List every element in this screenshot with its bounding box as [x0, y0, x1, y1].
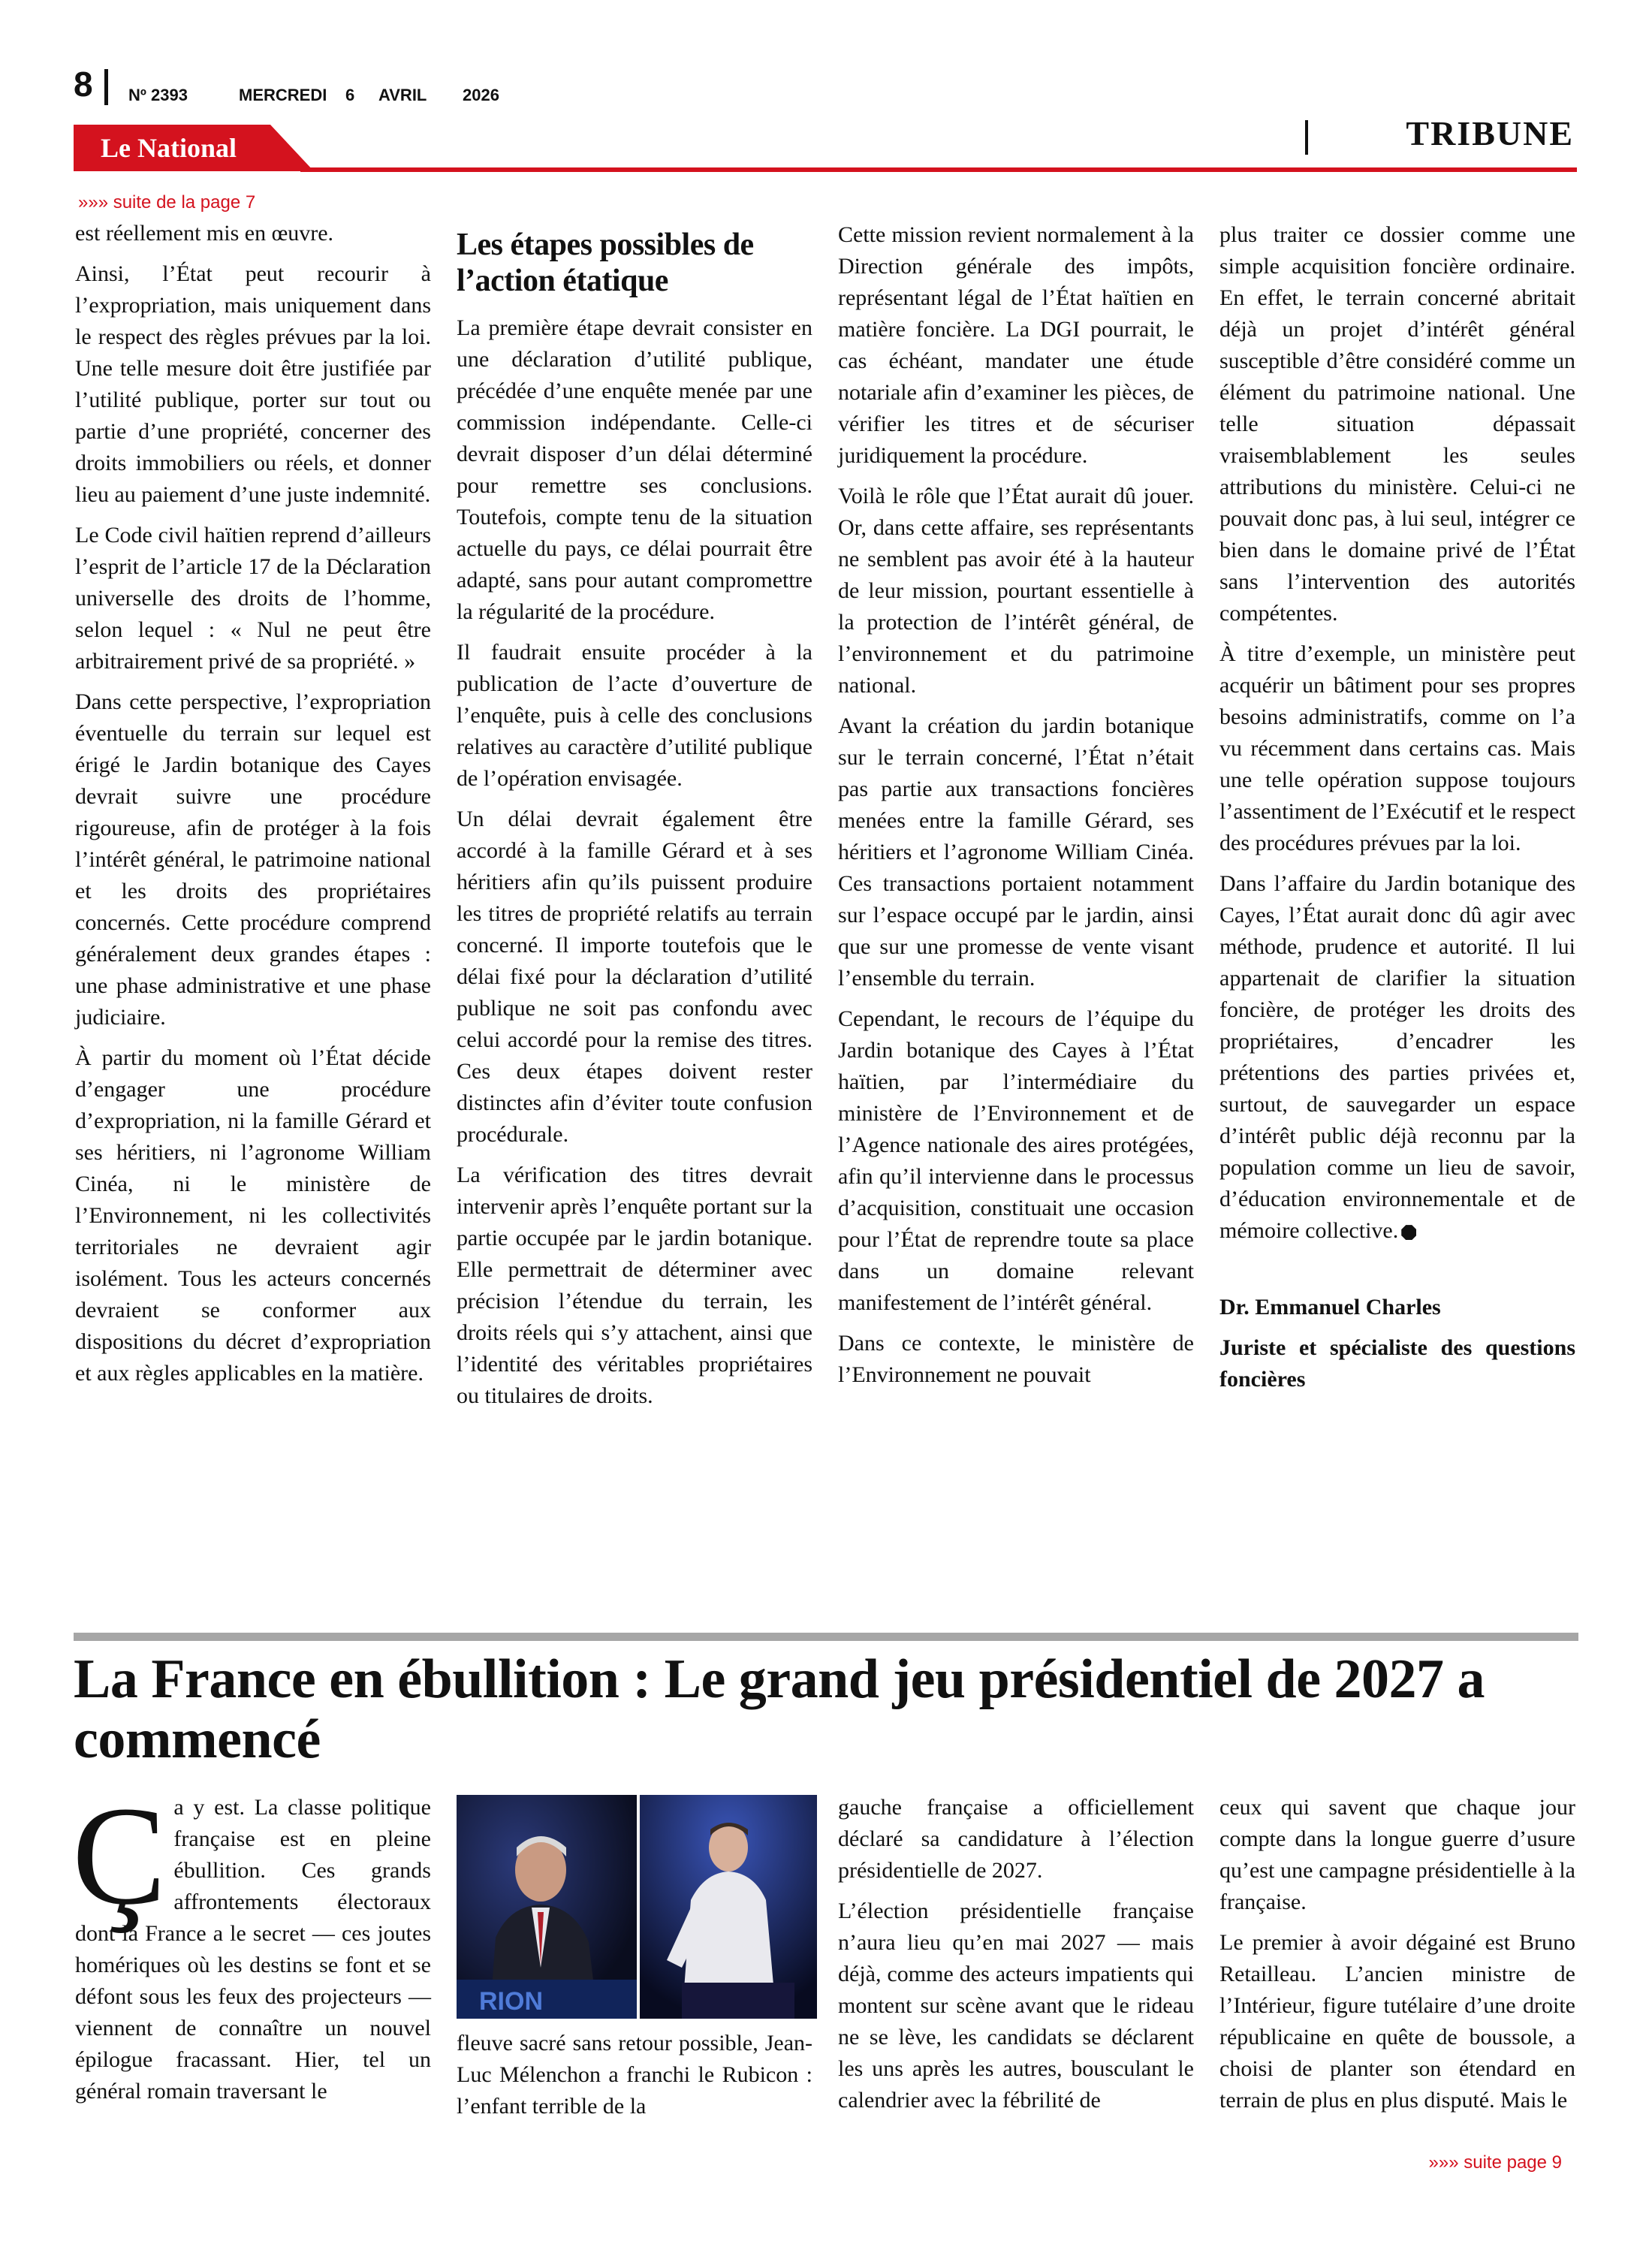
section-divider	[1305, 120, 1308, 155]
paragraph: fleuve sacré sans retour possible, Jean-Luc Mélenchon a franchi le Rubicon : l’enfant terrible de la	[457, 2031, 812, 2119]
article-separator	[74, 1633, 1578, 1641]
paragraph-text: Dans l’affaire du Jardin botanique des Cayes, l’État aurait donc dû agir avec méthode, prudence et autorité. Il lui appartenait de clarifier la situation foncière, de protéger les droits des propriétaires, d’encadrer les prétentions des parties privées et, surtout, de sauvegarder un espace d’intérêt public déjà reconnu par la population comme un lieu de savoir, d’éducation environnementale et de mémoire collective.	[1219, 871, 1575, 1243]
paragraph	[1219, 868, 1575, 1247]
article2-column-4	[1219, 1792, 1575, 2125]
article1-column-1	[75, 218, 431, 1398]
continued-from: »»» suite de la page 7	[78, 192, 256, 213]
paragraph: est réellement mis en œuvre.	[75, 221, 334, 246]
paragraph: Ainsi, l’État peut recourir à l’expropriation, mais uniquement dans le respect des règles prévues par la loi. Une telle mesure doit être justifiée par l’utilité publique, porter sur tout ou partie d’une propriété, concerner des droits immobiliers ou réels, et donner lieu au paiement d’une juste indemnité.	[75, 261, 431, 507]
paragraph: Le premier à avoir dégainé est Bruno Retailleau. L’ancien ministre de l’Intérieur, figure tutélaire d’une droite républicaine en quête de boussole, a choisi de planter son étendard en terrain de plus en plus disputé. Mais le	[1219, 1930, 1575, 2113]
paragraph: La première étape devrait consister en une déclaration d’utilité publique, précédée d’une enquête menée par une commission indépendante. Celle-ci devrait disposer d’un délai déterminé pour remettre ses conclusions. Toutefois, compte tenu de la situation actuelle du pays, ce délai pourrait être adapté, sans pour autant compromettre la régularité de la procédure.	[457, 315, 812, 624]
paragraph-text: a y est. La classe politique française est en pleine ébullition. Ces grands affrontements électoraux dont la France a le secret — ces joutes homériques où les destins se font et se défont sous les feux des projecteurs — viennent de connaître un nouvel épilogue fracassant. Hier, tel un général romain traversant le	[75, 1795, 431, 2104]
paragraph: À titre d’exemple, un ministère peut acquérir un bâtiment pour ses propres besoins administratifs, comme on l’a vu récemment dans certains cas. Mais une telle opération suppose toujours l’assentiment de l’Exécutif et le respect des procédures prévues par la loi.	[1219, 641, 1575, 855]
article2-headline: La France en ébullition : Le grand jeu présidentiel de 2027 a commencé	[74, 1648, 1485, 1770]
paragraph: Dans cette perspective, l’expropriation éventuelle du terrain sur lequel est érigé le Jardin botanique des Cayes devrait suivre une procédure rigoureuse, afin de protéger à la fois l’intérêt général, le patrimoine national et les droits des propriétaires concernés. Cette procédure comprend généralement deux grandes étapes : une phase administrative et une phase judiciaire.	[75, 689, 431, 1030]
issue-year: 2026	[463, 86, 499, 104]
continued-to-link[interactable]: »»» suite page 9	[1428, 2152, 1562, 2173]
paragraph: Un délai devrait également être accordé à la famille Gérard et à ses héritiers afin qu’ils puissent produire les titres de propriété relatifs au terrain concerné. Il importe toutefois que le délai fixé pour la déclaration d’utilité publique ne soit pas confondu avec celui accordé pour la remise des titres. Ces deux étapes doivent rester distinctes afin d’éviter toute confusion procédurale.	[457, 807, 812, 1147]
photo-backdrop-text: RION	[479, 1987, 543, 2016]
subheading: Les étapes possibles de l’action étatique	[457, 228, 754, 298]
paragraph: Avant la création du jardin botanique sur le terrain concerné, l’État n’était pas partie aux transactions foncières menées entre la famille Gérard, ses héritiers et l’agronome William Cinéa. Ces transactions portaient notamment sur l’espace occupé par le jardin, ainsi que sur une promesse de vente visant l’ensemble du terrain.	[838, 713, 1194, 991]
article1-column-3	[838, 219, 1194, 1391]
issue-weekday: MERCREDI	[239, 86, 327, 104]
paragraph: L’élection présidentielle française n’aura lieu qu’en mai 2027 — mais déjà, comme des acteurs impatients qui montent sur scène avant que le rideau ne se lève, les candidats se déclarent les uns après les autres, bousculant le calendrier avec la fébrilité de	[838, 1899, 1194, 2113]
end-of-article-mark	[1401, 1225, 1416, 1240]
paragraph: À partir du moment où l’État décide d’engager une procédure d’expropriation, ni la famille Gérard et ses héritiers, ni l’agronome William Cinéa, ni le ministère de l’Environnement, ni les collectivités territoriales ne devraient agir isolément. Tous les acteurs concernés devraient se conformer aux dispositions du décret d’expropriation et aux règles applicables en la matière.	[75, 1045, 431, 1386]
issue-month: AVRIL	[378, 86, 427, 104]
brand-logo: Le National	[101, 133, 237, 163]
author-name: Dr. Emmanuel Charles	[1219, 1295, 1441, 1320]
paragraph: Le Code civil haïtien reprend d’ailleurs l’esprit de l’article 17 de la Déclaration universelle des droits de l’homme, selon lequel : « Nul ne peut être arbitrairement privé de sa propriété. »	[75, 523, 431, 674]
page-number: 8	[74, 65, 93, 104]
article1-column-4	[1219, 219, 1575, 1404]
article2-column-2	[457, 2028, 812, 2131]
header-red-rule	[300, 167, 1577, 172]
article2-column-3	[838, 1792, 1194, 2125]
paragraph	[72, 1777, 431, 2107]
issue-number: Nº 2393	[128, 86, 188, 104]
paragraph: Il faudrait ensuite procéder à la publication de l’acte d’ouverture de l’enquête, puis à celle des conclusions relatives au caractère d’utilité publique de l’opération envisagée.	[457, 640, 812, 791]
paragraph: Cette mission revient normalement à la Direction générale des impôts, représentant légal de l’État haïtien en matière foncière. La DGI pourrait, le cas échéant, mandater une étude notariale afin d’examiner les pièces, de vérifier les titres et de sécuriser juridiquement la procédure.	[838, 222, 1194, 468]
paragraph: ceux qui savent que chaque jour compte dans la longue guerre d’usure qu’est une campagne présidentielle à la française.	[1219, 1795, 1575, 1914]
article2-column-1	[72, 1777, 431, 2116]
issue-day: 6	[345, 86, 355, 104]
author-title: Juriste et spécialiste des questions foncières	[1219, 1335, 1575, 1392]
drop-cap: Ç	[72, 1777, 167, 1934]
photo-illustration	[457, 1795, 817, 2019]
page-number-divider	[104, 69, 108, 105]
paragraph: plus traiter ce dossier comme une simple acquisition foncière ordinaire. En effet, le terrain concerné abritait déjà un projet d’intérêt général susceptible d’être considéré comme un élément du patrimoine national. Une telle situation dépassait vraisemblablement les seules attributions du ministère. Celui-ci ne pouvait donc pas, à lui seul, intégrer ce bien dans le domaine privé de l’État sans l’intervention des autorités compétentes.	[1219, 222, 1575, 626]
section-title: TRIBUNE	[1406, 114, 1574, 152]
paragraph: Dans ce contexte, le ministère de l’Environnement ne pouvait	[838, 1331, 1194, 1387]
paragraph: La vérification des titres devrait intervenir après l’enquête portant sur la partie occupée par le jardin botanique. Elle permettrait de déterminer avec précision l’étendue du terrain, les droits réels qui s’y attachent, ainsi que l’identité des véritables propriétaires ou titulaires de droits.	[457, 1163, 812, 1408]
paragraph: gauche française a officiellement déclaré sa candidature à l’élection présidentielle de 2027.	[838, 1795, 1194, 1883]
article2-photo	[457, 1795, 817, 2019]
paragraph: Voilà le rôle que l’État aurait dû jouer. Or, dans cette affaire, ses représentants ne semblent pas avoir été à la hauteur de leur mission, pourtant essentielle à la protection de l’intérêt général, de l’environnement et du patrimoine national.	[838, 484, 1194, 698]
article1-column-2	[457, 227, 812, 1421]
paragraph: Cependant, le recours de l’équipe du Jardin botanique des Cayes à l’État haïtien, par l’intermédiaire du ministère de l’Environnement et de l’Agence nationale des aires protégées, afin qu’il intervienne dans le processus d’acquisition, constituait une occasion pour l’État de reprendre toute sa place dans un domaine relevant manifestement de l’intérêt général.	[838, 1006, 1194, 1315]
